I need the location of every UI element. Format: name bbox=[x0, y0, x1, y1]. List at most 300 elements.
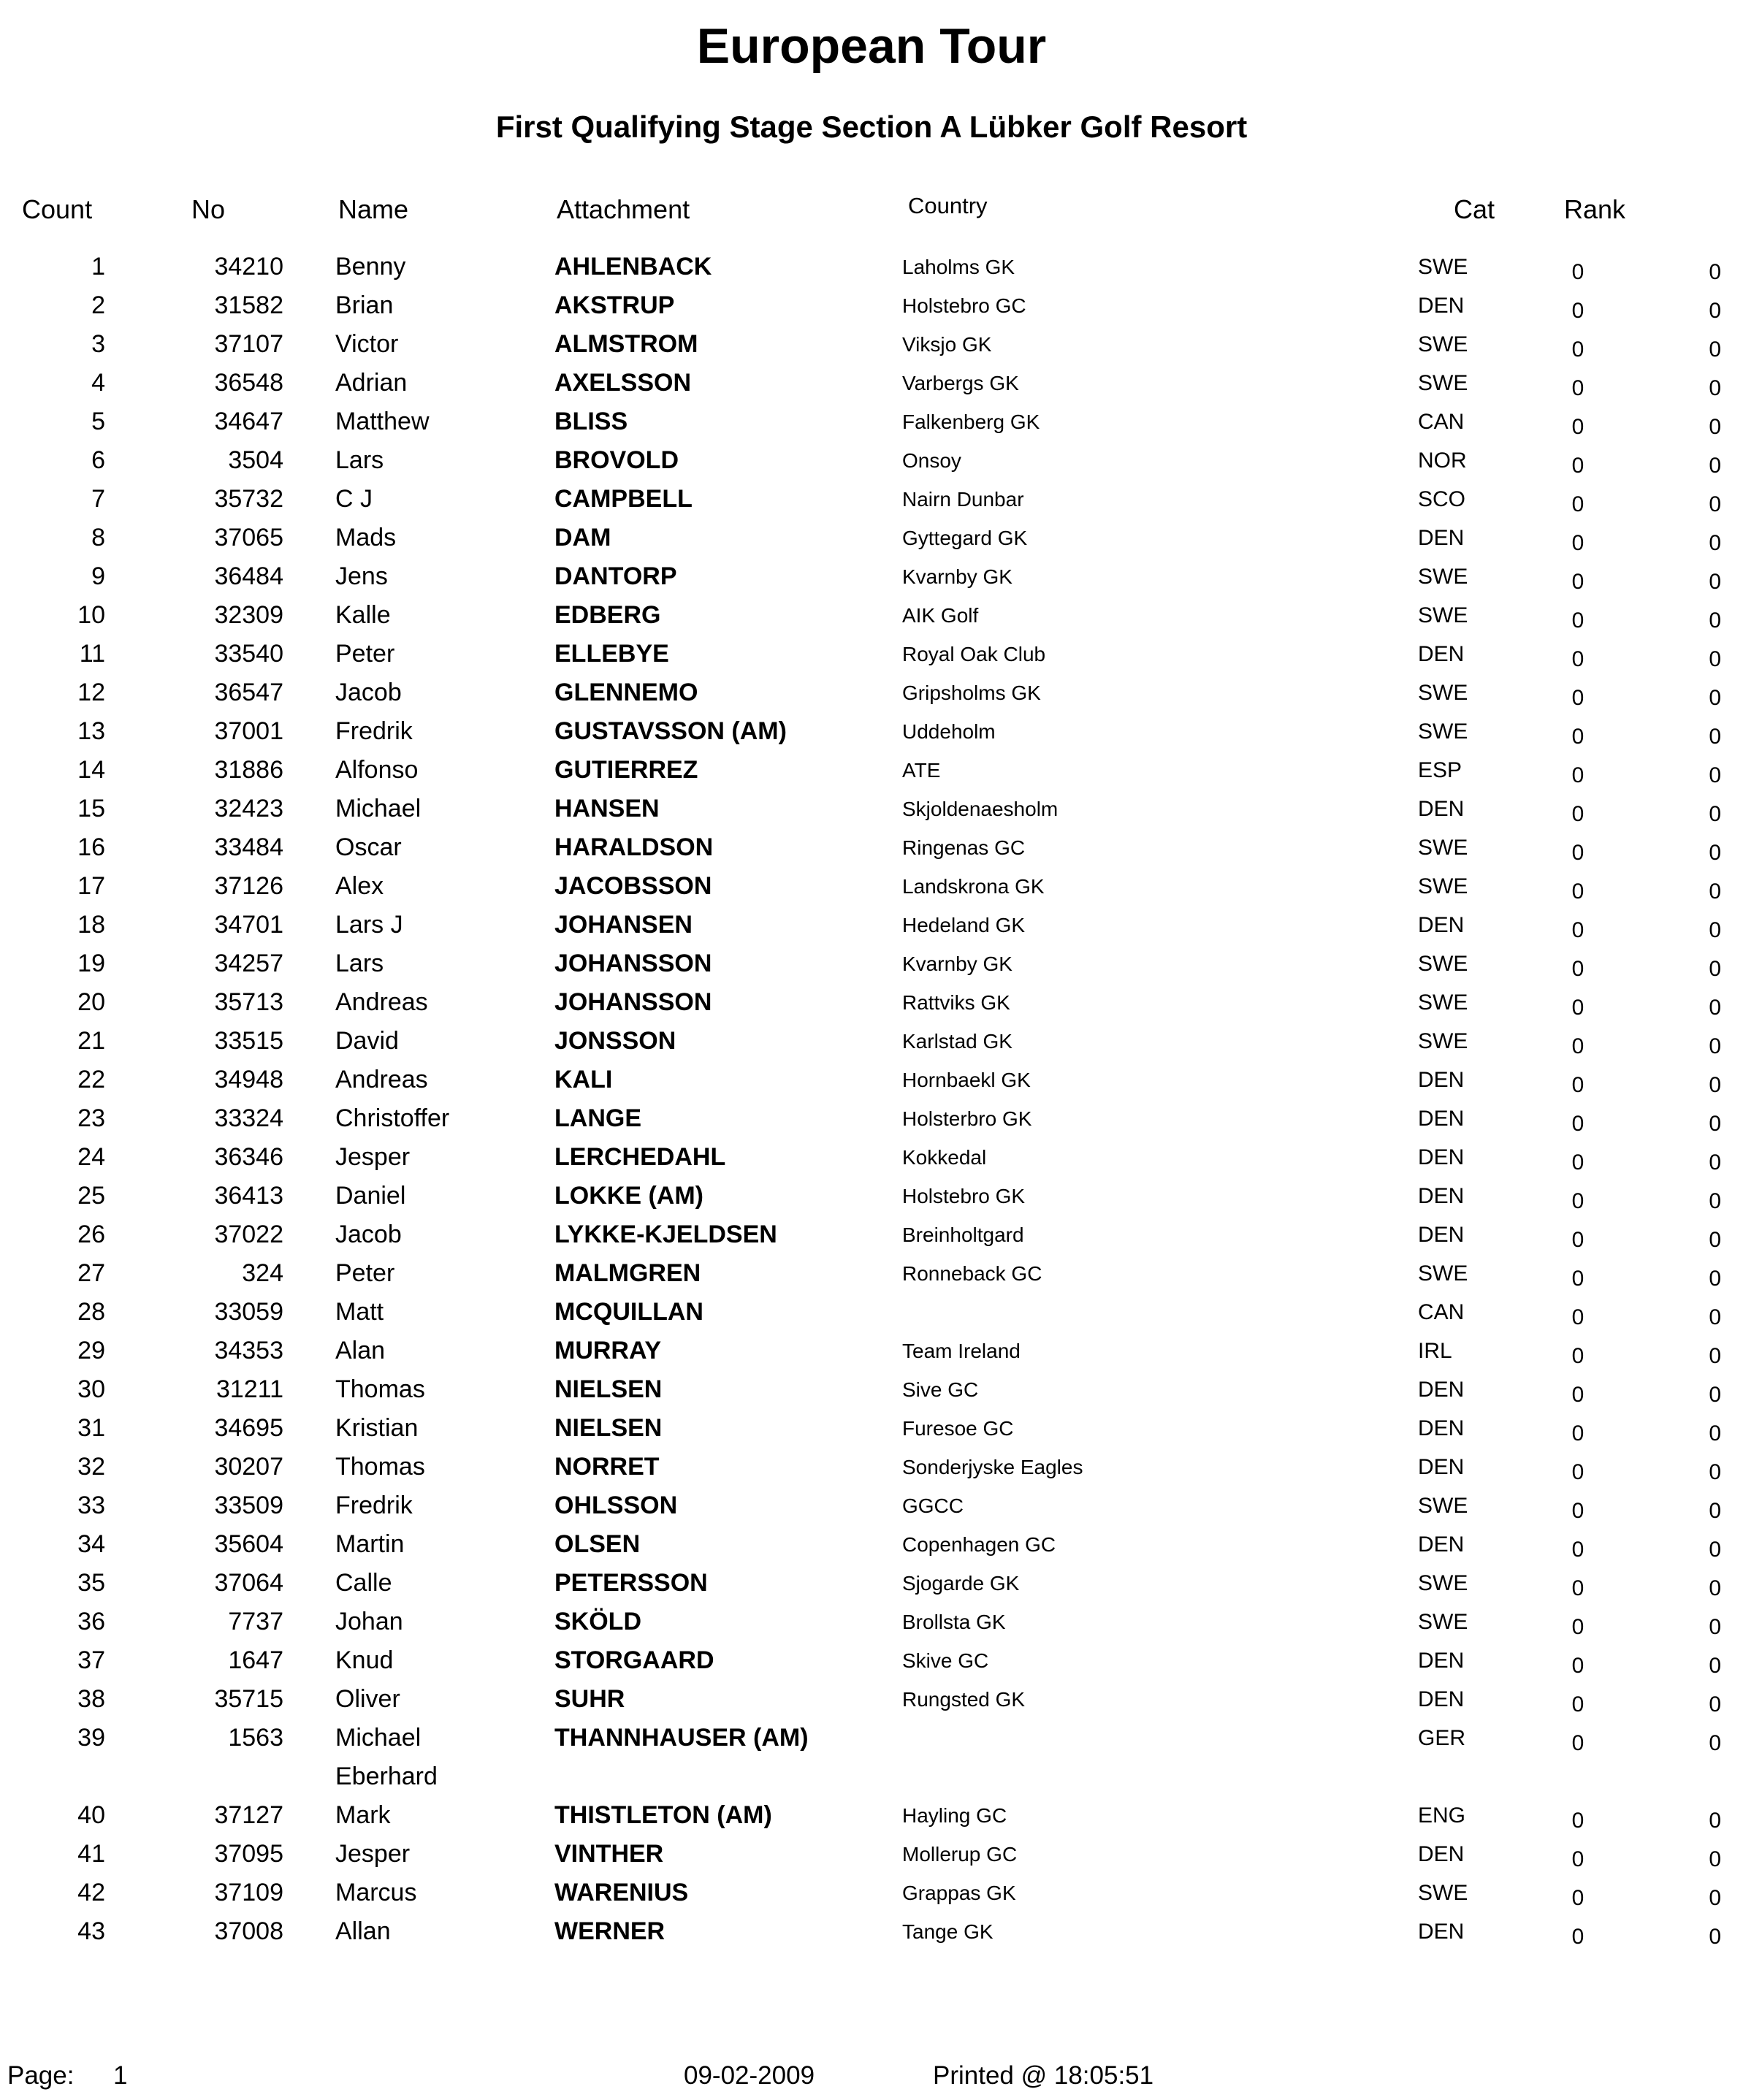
cell-count: 20 bbox=[77, 988, 105, 1016]
cell-no: 35715 bbox=[214, 1685, 283, 1713]
cell-country: DEN bbox=[1418, 642, 1465, 666]
cell-attachment: Kokkedal bbox=[902, 1146, 987, 1169]
cell-country: NOR bbox=[1418, 448, 1467, 473]
cell-count: 31 bbox=[77, 1414, 105, 1442]
cell-no: 37127 bbox=[214, 1801, 283, 1829]
cell-country: CAN bbox=[1418, 1300, 1465, 1324]
table-row bbox=[22, 1835, 1721, 1874]
cell-no: 37107 bbox=[214, 330, 283, 358]
cell-last-name: AXELSSON bbox=[554, 369, 692, 397]
cell-first-name: Lars J bbox=[335, 911, 403, 939]
cell-cat: 0 bbox=[1571, 1692, 1584, 1717]
cell-cat: 0 bbox=[1571, 1267, 1584, 1291]
cell-cat: 0 bbox=[1571, 1654, 1584, 1678]
cell-last-name: AKSTRUP bbox=[554, 291, 675, 319]
cell-country: IRL bbox=[1418, 1339, 1452, 1363]
cell-first-name: Michael Eberhard bbox=[335, 1724, 438, 1790]
cell-count: 6 bbox=[91, 446, 105, 474]
table-row bbox=[22, 1641, 1721, 1680]
cell-cat: 0 bbox=[1571, 1421, 1584, 1446]
cell-cat: 0 bbox=[1571, 996, 1584, 1020]
cell-count: 35 bbox=[77, 1569, 105, 1597]
cell-no: 37126 bbox=[214, 872, 283, 900]
table-row bbox=[22, 557, 1721, 596]
cell-attachment: Breinholtgard bbox=[902, 1223, 1024, 1246]
cell-attachment: Gripsholms GK bbox=[902, 681, 1041, 704]
cell-first-name: Christoffer bbox=[335, 1104, 450, 1132]
cell-count: 33 bbox=[77, 1492, 105, 1519]
cell-count: 16 bbox=[77, 833, 105, 861]
cell-rank: 0 bbox=[1709, 647, 1721, 671]
cell-last-name: NORRET bbox=[554, 1453, 660, 1481]
cell-no: 33324 bbox=[214, 1104, 283, 1132]
table-row bbox=[22, 1486, 1721, 1525]
table-row bbox=[22, 325, 1721, 364]
cell-rank: 0 bbox=[1709, 841, 1721, 865]
cell-attachment: Team Ireland bbox=[902, 1340, 1021, 1362]
cell-no: 32423 bbox=[214, 795, 283, 822]
cell-attachment: Tange GK bbox=[902, 1920, 993, 1943]
cell-cat: 0 bbox=[1571, 454, 1584, 478]
cell-attachment: Mollerup GC bbox=[902, 1843, 1018, 1866]
table-row bbox=[22, 906, 1721, 944]
cell-country: SWE bbox=[1418, 1494, 1468, 1518]
cell-last-name: LERCHEDAHL bbox=[554, 1143, 726, 1171]
cell-country: SWE bbox=[1418, 990, 1468, 1015]
cell-attachment: Holstebro GC bbox=[902, 294, 1026, 317]
cell-count: 22 bbox=[77, 1066, 105, 1093]
table-row bbox=[22, 1912, 1721, 1951]
cell-no: 34695 bbox=[214, 1414, 283, 1442]
cell-rank: 0 bbox=[1709, 570, 1721, 594]
cell-last-name: LANGE bbox=[554, 1104, 641, 1132]
table-row bbox=[22, 635, 1721, 673]
cell-rank: 0 bbox=[1709, 1731, 1721, 1755]
cell-count: 12 bbox=[77, 679, 105, 706]
cell-attachment: AIK Golf bbox=[902, 604, 979, 627]
cell-rank: 0 bbox=[1709, 1654, 1721, 1678]
cell-country: SWE bbox=[1418, 255, 1468, 279]
cell-no: 324 bbox=[242, 1259, 283, 1287]
table-row bbox=[22, 1525, 1721, 1564]
cell-last-name: STORGAARD bbox=[554, 1646, 714, 1674]
cell-attachment: Karlstad GK bbox=[902, 1030, 1012, 1053]
cell-count: 40 bbox=[77, 1801, 105, 1829]
cell-country: DEN bbox=[1418, 1687, 1465, 1711]
cell-first-name: Michael bbox=[335, 795, 422, 822]
cell-rank: 0 bbox=[1709, 454, 1721, 478]
cell-cat: 0 bbox=[1571, 1034, 1584, 1058]
cell-no: 34353 bbox=[214, 1337, 283, 1364]
cell-no: 33059 bbox=[214, 1298, 283, 1326]
cell-first-name: Martin bbox=[335, 1530, 405, 1558]
cell-rank: 0 bbox=[1709, 415, 1721, 439]
table-row bbox=[22, 1254, 1721, 1293]
cell-country: DEN bbox=[1418, 1842, 1465, 1866]
cell-last-name: GLENNEMO bbox=[554, 679, 698, 706]
cell-rank: 0 bbox=[1709, 1886, 1721, 1910]
cell-no: 35732 bbox=[214, 485, 283, 513]
cell-no: 37022 bbox=[214, 1221, 283, 1248]
cell-count: 8 bbox=[91, 524, 105, 551]
cell-rank: 0 bbox=[1709, 879, 1721, 904]
table-row bbox=[22, 1448, 1721, 1486]
cell-rank: 0 bbox=[1709, 1073, 1721, 1097]
cell-rank: 0 bbox=[1709, 802, 1721, 826]
cell-rank: 0 bbox=[1709, 1344, 1721, 1368]
cell-first-name: Alex bbox=[335, 872, 384, 900]
table-row bbox=[22, 1138, 1721, 1177]
cell-last-name: NIELSEN bbox=[554, 1375, 663, 1403]
cell-country: DEN bbox=[1418, 1145, 1465, 1169]
cell-last-name: HANSEN bbox=[554, 795, 660, 822]
cell-count: 26 bbox=[77, 1221, 105, 1248]
footer-printed-timestamp: Printed @ 18:05:51 bbox=[933, 2061, 1154, 2090]
cell-count: 13 bbox=[77, 717, 105, 745]
table-row bbox=[22, 1370, 1721, 1409]
cell-no: 35604 bbox=[214, 1530, 283, 1558]
cell-first-name: Peter bbox=[335, 640, 395, 668]
cell-cat: 0 bbox=[1571, 492, 1584, 516]
cell-country: DEN bbox=[1418, 1107, 1465, 1131]
table-row bbox=[22, 1719, 1721, 1796]
cell-first-name: Peter bbox=[335, 1259, 395, 1287]
cell-no: 31582 bbox=[214, 291, 283, 319]
cell-cat: 0 bbox=[1571, 608, 1584, 633]
cell-last-name: MCQUILLAN bbox=[554, 1298, 703, 1326]
cell-rank: 0 bbox=[1709, 1305, 1721, 1329]
cell-no: 34647 bbox=[214, 408, 283, 435]
cell-last-name: ELLEBYE bbox=[554, 640, 669, 668]
cell-cat: 0 bbox=[1571, 1886, 1584, 1910]
cell-count: 39 bbox=[77, 1724, 105, 1752]
cell-cat: 0 bbox=[1571, 531, 1584, 555]
cell-country: ESP bbox=[1418, 758, 1462, 782]
cell-attachment: Varbergs GK bbox=[902, 372, 1019, 394]
cell-rank: 0 bbox=[1709, 1228, 1721, 1252]
page-footer bbox=[0, 2061, 1743, 2093]
cell-cat: 0 bbox=[1571, 1538, 1584, 1562]
cell-attachment: Laholms GK bbox=[902, 256, 1015, 278]
cell-attachment: Kvarnby GK bbox=[902, 565, 1012, 588]
cell-cat: 0 bbox=[1571, 1305, 1584, 1329]
cell-country: SWE bbox=[1418, 1029, 1468, 1053]
cell-last-name: GUTIERREZ bbox=[554, 756, 698, 784]
cell-first-name: Fredrik bbox=[335, 1492, 413, 1519]
cell-first-name: Jacob bbox=[335, 679, 402, 706]
cell-country: DEN bbox=[1418, 1649, 1465, 1673]
cell-count: 17 bbox=[77, 872, 105, 900]
table-row bbox=[22, 596, 1721, 635]
cell-no: 7737 bbox=[228, 1608, 283, 1635]
cell-no: 34257 bbox=[214, 950, 283, 977]
cell-first-name: Daniel bbox=[335, 1182, 406, 1210]
cell-first-name: Lars bbox=[335, 446, 384, 474]
cell-no: 33515 bbox=[214, 1027, 283, 1055]
cell-first-name: Oscar bbox=[335, 833, 402, 861]
cell-rank: 0 bbox=[1709, 337, 1721, 362]
cell-no: 37109 bbox=[214, 1879, 283, 1906]
footer-page-number: 1 bbox=[113, 2061, 128, 2090]
footer-page-label: Page: bbox=[7, 2061, 75, 2090]
cell-cat: 0 bbox=[1571, 1615, 1584, 1639]
cell-count: 23 bbox=[77, 1104, 105, 1132]
table-row bbox=[22, 944, 1721, 983]
cell-attachment: Sonderjyske Eagles bbox=[902, 1456, 1083, 1478]
cell-no: 31886 bbox=[214, 756, 283, 784]
cell-rank: 0 bbox=[1709, 1615, 1721, 1639]
cell-last-name: BLISS bbox=[554, 408, 628, 435]
cell-no: 3504 bbox=[228, 446, 283, 474]
cell-no: 37065 bbox=[214, 524, 283, 551]
cell-last-name: VINTHER bbox=[554, 1840, 664, 1868]
cell-no: 34948 bbox=[214, 1066, 283, 1093]
cell-cat: 0 bbox=[1571, 376, 1584, 400]
cell-country: DEN bbox=[1418, 294, 1465, 318]
cell-first-name: Oliver bbox=[335, 1685, 400, 1713]
cell-cat: 0 bbox=[1571, 879, 1584, 904]
cell-rank: 0 bbox=[1709, 1576, 1721, 1600]
cell-cat: 0 bbox=[1571, 957, 1584, 981]
cell-last-name: THANNHAUSER (AM) bbox=[554, 1724, 809, 1752]
cell-first-name: Kristian bbox=[335, 1414, 419, 1442]
cell-count: 7 bbox=[91, 485, 105, 513]
column-header-count: Count bbox=[22, 194, 93, 224]
cell-first-name: Lars bbox=[335, 950, 384, 977]
cell-attachment: Brollsta GK bbox=[902, 1611, 1006, 1633]
cell-count: 15 bbox=[77, 795, 105, 822]
column-header-rank: Rank bbox=[1563, 194, 1625, 224]
cell-attachment: Uddeholm bbox=[902, 720, 996, 743]
table-header-row bbox=[22, 194, 1721, 225]
cell-country: SWE bbox=[1418, 332, 1468, 356]
cell-first-name: Andreas bbox=[335, 988, 428, 1016]
cell-country: SCO bbox=[1418, 487, 1466, 511]
cell-attachment: Onsoy bbox=[902, 449, 961, 472]
table-row bbox=[22, 1564, 1721, 1603]
table-row bbox=[22, 983, 1721, 1022]
cell-rank: 0 bbox=[1709, 1112, 1721, 1136]
cell-country: SWE bbox=[1418, 1261, 1468, 1286]
cell-no: 37064 bbox=[214, 1569, 283, 1597]
cell-last-name: NIELSEN bbox=[554, 1414, 663, 1442]
cell-country: ENG bbox=[1418, 1803, 1466, 1828]
cell-cat: 0 bbox=[1571, 1228, 1584, 1252]
cell-last-name: MALMGREN bbox=[554, 1259, 701, 1287]
cell-country: SWE bbox=[1418, 1571, 1468, 1595]
cell-count: 25 bbox=[77, 1182, 105, 1210]
cell-no: 33509 bbox=[214, 1492, 283, 1519]
cell-cat: 0 bbox=[1571, 647, 1584, 671]
cell-country: DEN bbox=[1418, 1184, 1465, 1208]
cell-last-name: MURRAY bbox=[554, 1337, 662, 1364]
table-row bbox=[22, 286, 1721, 325]
cell-cat: 0 bbox=[1571, 1383, 1584, 1407]
cell-attachment: Hedeland GK bbox=[902, 914, 1026, 936]
table-row bbox=[22, 790, 1721, 828]
cell-attachment bbox=[902, 1293, 1418, 1332]
cell-country: SWE bbox=[1418, 603, 1468, 627]
cell-country: DEN bbox=[1418, 526, 1465, 550]
cell-cat: 0 bbox=[1571, 1073, 1584, 1097]
cell-rank: 0 bbox=[1709, 1499, 1721, 1523]
cell-first-name: Fredrik bbox=[335, 717, 413, 745]
cell-attachment: Grappas GK bbox=[902, 1882, 1016, 1904]
cell-last-name: DAM bbox=[554, 524, 611, 551]
cell-first-name: Allan bbox=[335, 1917, 391, 1945]
cell-rank: 0 bbox=[1709, 1809, 1721, 1833]
cell-rank: 0 bbox=[1709, 1034, 1721, 1058]
cell-count: 2 bbox=[91, 291, 105, 319]
cell-count: 9 bbox=[91, 562, 105, 590]
cell-last-name: WARENIUS bbox=[554, 1879, 689, 1906]
cell-no: 36346 bbox=[214, 1143, 283, 1171]
cell-rank: 0 bbox=[1709, 1189, 1721, 1213]
cell-attachment: Copenhagen GC bbox=[902, 1533, 1056, 1556]
cell-rank: 0 bbox=[1709, 725, 1721, 749]
cell-cat: 0 bbox=[1571, 299, 1584, 323]
cell-count: 28 bbox=[77, 1298, 105, 1326]
cell-last-name: ALMSTROM bbox=[554, 330, 698, 358]
cell-count: 43 bbox=[77, 1917, 105, 1945]
cell-cat: 0 bbox=[1571, 1847, 1584, 1871]
table-row bbox=[22, 1177, 1721, 1215]
cell-country: SWE bbox=[1418, 1610, 1468, 1634]
cell-country: SWE bbox=[1418, 874, 1468, 898]
table-row bbox=[22, 402, 1721, 441]
cell-no: 37095 bbox=[214, 1840, 283, 1868]
cell-country: GER bbox=[1418, 1726, 1466, 1750]
cell-attachment: Sive GC bbox=[902, 1378, 979, 1401]
cell-country: DEN bbox=[1418, 1378, 1465, 1402]
table-row bbox=[22, 1099, 1721, 1138]
cell-rank: 0 bbox=[1709, 1267, 1721, 1291]
cell-first-name: Victor bbox=[335, 330, 399, 358]
column-header-attachment: Attachment bbox=[557, 194, 690, 224]
cell-cat: 0 bbox=[1571, 1499, 1584, 1523]
table-row bbox=[22, 673, 1721, 712]
cell-no: 30207 bbox=[214, 1453, 283, 1481]
cell-first-name: Marcus bbox=[335, 1879, 417, 1906]
cell-last-name: AHLENBACK bbox=[554, 253, 712, 280]
table-row bbox=[22, 1409, 1721, 1448]
cell-first-name: Alfonso bbox=[335, 756, 419, 784]
cell-attachment: Nairn Dunbar bbox=[902, 488, 1024, 511]
cell-count: 18 bbox=[77, 911, 105, 939]
cell-rank: 0 bbox=[1709, 492, 1721, 516]
cell-first-name: Mark bbox=[335, 1801, 391, 1829]
cell-first-name: Jesper bbox=[335, 1840, 411, 1868]
cell-cat: 0 bbox=[1571, 1344, 1584, 1368]
cell-first-name: Adrian bbox=[335, 369, 408, 397]
cell-last-name: LOKKE (AM) bbox=[554, 1182, 703, 1210]
cell-attachment: GGCC bbox=[902, 1494, 964, 1517]
cell-cat: 0 bbox=[1571, 686, 1584, 710]
table-row bbox=[22, 1603, 1721, 1641]
cell-last-name: OLSEN bbox=[554, 1530, 641, 1558]
cell-rank: 0 bbox=[1709, 1421, 1721, 1446]
table-row bbox=[22, 712, 1721, 751]
cell-last-name: BROVOLD bbox=[554, 446, 679, 474]
cell-last-name: SUHR bbox=[554, 1685, 625, 1713]
cell-attachment: Sjogarde GK bbox=[902, 1572, 1020, 1595]
cell-no: 33540 bbox=[214, 640, 283, 668]
cell-rank: 0 bbox=[1709, 376, 1721, 400]
cell-count: 38 bbox=[77, 1685, 105, 1713]
cell-country: CAN bbox=[1418, 410, 1465, 434]
cell-attachment: Landskrona GK bbox=[902, 875, 1045, 898]
table-row bbox=[22, 1215, 1721, 1254]
cell-country: SWE bbox=[1418, 719, 1468, 744]
cell-last-name: JACOBSSON bbox=[554, 872, 712, 900]
cell-attachment: Royal Oak Club bbox=[902, 643, 1046, 665]
cell-rank: 0 bbox=[1709, 1150, 1721, 1175]
cell-cat: 0 bbox=[1571, 725, 1584, 749]
cell-first-name: Knud bbox=[335, 1646, 394, 1674]
cell-count: 36 bbox=[77, 1608, 105, 1635]
cell-first-name: Thomas bbox=[335, 1453, 425, 1481]
cell-cat: 0 bbox=[1571, 918, 1584, 942]
table-row bbox=[22, 1293, 1721, 1332]
cell-count: 10 bbox=[77, 601, 105, 629]
cell-count: 32 bbox=[77, 1453, 105, 1481]
cell-country: SWE bbox=[1418, 952, 1468, 976]
page-title: European Tour bbox=[696, 18, 1047, 74]
cell-first-name: Calle bbox=[335, 1569, 392, 1597]
cell-first-name: Jesper bbox=[335, 1143, 411, 1171]
cell-no: 1563 bbox=[228, 1724, 283, 1752]
cell-last-name: THISTLETON (AM) bbox=[554, 1801, 772, 1829]
cell-country: DEN bbox=[1418, 1416, 1465, 1440]
cell-last-name: LYKKE-KJELDSEN bbox=[554, 1221, 777, 1248]
cell-cat: 0 bbox=[1571, 841, 1584, 865]
table-body bbox=[22, 248, 1721, 1951]
cell-no: 36484 bbox=[214, 562, 283, 590]
cell-last-name: JOHANSSON bbox=[554, 950, 712, 977]
cell-last-name: EDBERG bbox=[554, 601, 661, 629]
cell-attachment: Holsterbro GK bbox=[902, 1107, 1032, 1130]
cell-cat: 0 bbox=[1571, 1112, 1584, 1136]
cell-last-name: GUSTAVSSON (AM) bbox=[554, 717, 787, 745]
cell-country: SWE bbox=[1418, 371, 1468, 395]
cell-no: 37008 bbox=[214, 1917, 283, 1945]
cell-attachment bbox=[902, 1719, 1418, 1796]
column-header-no: No bbox=[191, 194, 226, 224]
table-row bbox=[22, 867, 1721, 906]
cell-first-name: Benny bbox=[335, 253, 406, 280]
cell-attachment: Hayling GC bbox=[902, 1804, 1007, 1827]
cell-first-name: Thomas bbox=[335, 1375, 425, 1403]
cell-no: 32309 bbox=[214, 601, 283, 629]
cell-rank: 0 bbox=[1709, 1925, 1721, 1949]
cell-rank: 0 bbox=[1709, 1847, 1721, 1871]
table-row bbox=[22, 1680, 1721, 1719]
table-row bbox=[22, 1022, 1721, 1061]
cell-rank: 0 bbox=[1709, 299, 1721, 323]
cell-country: SWE bbox=[1418, 565, 1468, 589]
cell-count: 41 bbox=[77, 1840, 105, 1868]
cell-last-name: JONSSON bbox=[554, 1027, 676, 1055]
cell-last-name: CAMPBELL bbox=[554, 485, 693, 513]
cell-no: 36547 bbox=[214, 679, 283, 706]
cell-rank: 0 bbox=[1709, 260, 1721, 284]
cell-no: 34701 bbox=[214, 911, 283, 939]
cell-count: 29 bbox=[77, 1337, 105, 1364]
cell-country: DEN bbox=[1418, 797, 1465, 821]
cell-cat: 0 bbox=[1571, 802, 1584, 826]
cell-rank: 0 bbox=[1709, 686, 1721, 710]
cell-cat: 0 bbox=[1571, 570, 1584, 594]
